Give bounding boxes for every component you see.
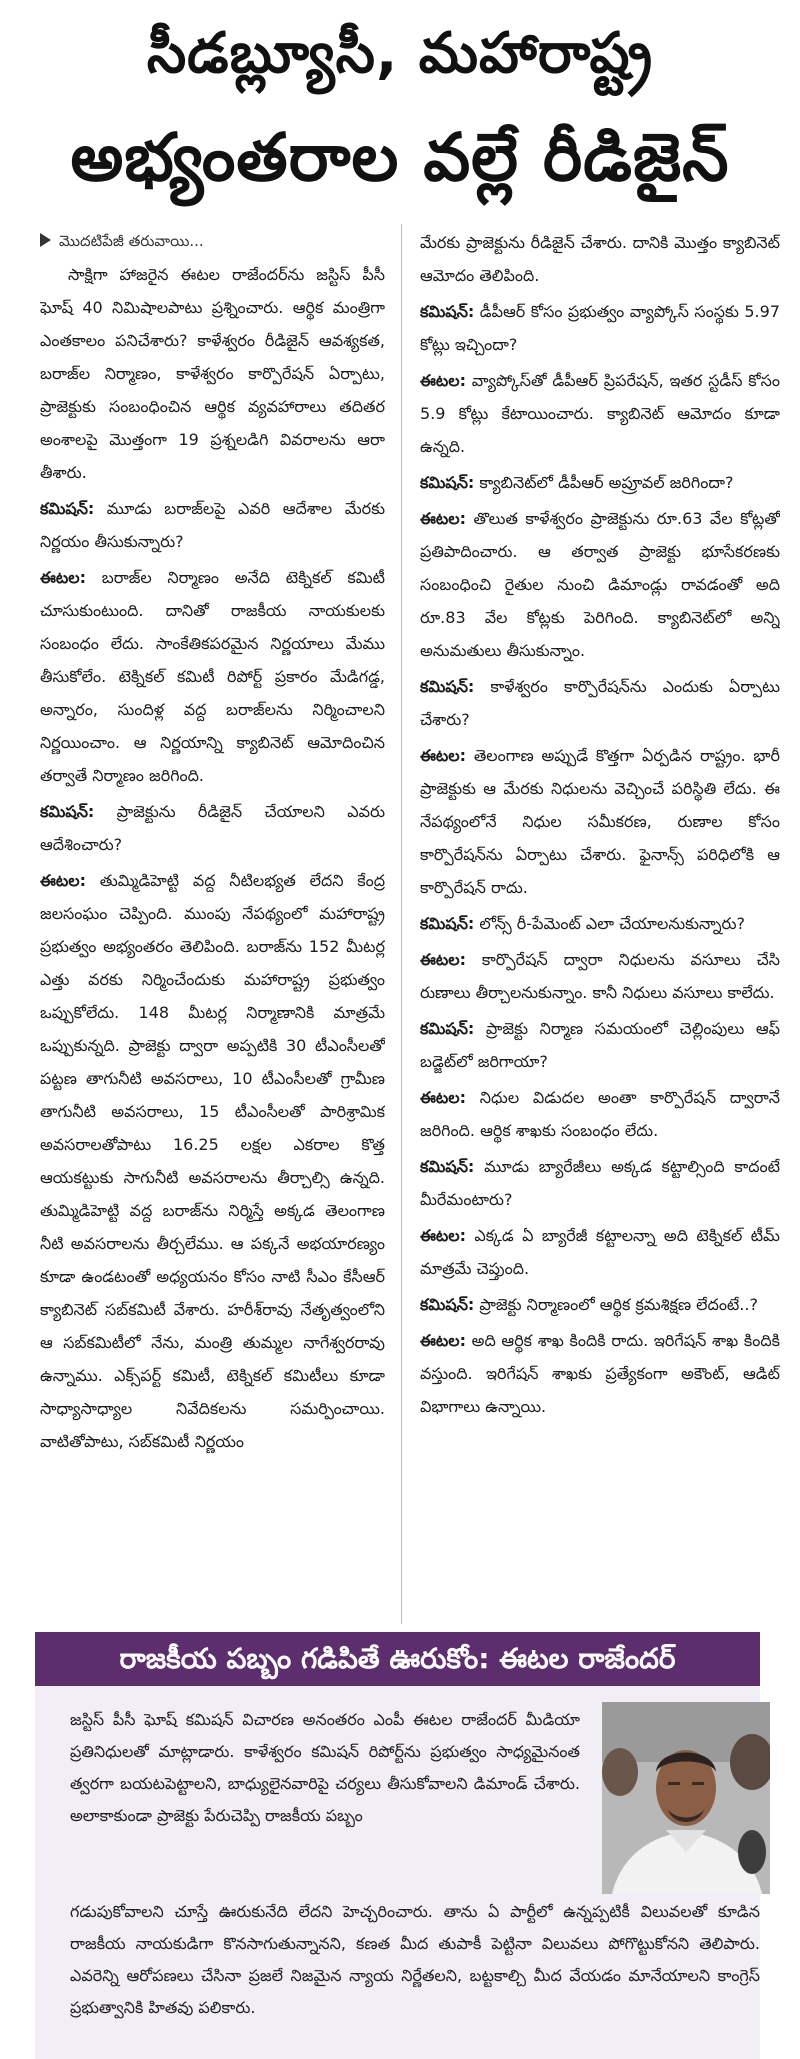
sidebar-story-text: జస్టిస్‌ పీసీ ఘోష్‌ కమిషన్‌ విచారణ అనంతరం ఎంపీ ఈటల రాజేందర్‌ మీడియా ప్రతినిధులతో మాట్లాడారు. కాళేశ్వరం కమిషన్‌ రిపోర్ట్‌ను ప్రభుత్వం సాధ్యమైనంత త్వరగా బయటపెట్టాలని, బాధ్యులైనవారిపై చర్యలు తీసుకోవాలని డిమాండ్‌ చేశారు. అలాకాకుండా ప్రాజెక్టు పేరుచెప్పి రాజకీయ పబ్బం (70, 1710, 580, 1825)
answer-text: తుమ్మిడిహెట్టి వద్ద నీటిలభ్యత లేదని కేంద్ర జలసంఘం చెప్పింది. ముంపు నేపథ్యంలో మహారాష్ట్ర ప్రభుత్వం అభ్యంతరం తెలిపింది. బరాజ్‌ను 152 మీటర్ల ఎత్తు వరకు నిర్మించేందుకు మహారాష్ట్ర ప్రభుత్వం ఒప్పుకోలేదు. 148 మీటర్ల నిర్మాణానికి మాత్రమే ఒప్పుకున్నది. ప్రాజెక్టు ద్వారా అప్పటికి 30 టీఎంసీలతో పట్టణ తాగునీటి అవసరాలు, 10 టీఎంసీలతో గ్రామీణ తాగునీటి అవసరాలు, 15 టీఎంసీలతో పారిశ్రామిక అవసరాలతోపాటు 16.25 లక్షల ఎకరాల కొత్త ఆయకట్టుకు సాగునీటి అవసరాలను తీర్చాల్సి ఉన్నది. తుమ్మిడిహెట్టి వద్ద బరాజ్‌ను నిర్మిస్తే అక్కడ తెలంగాణ నీటి అవసరాలను తీర్చలేము. ఆ పక్కనే అభయారణ్యం కూడా ఉండటంతో అధ్యయనం కోసం నాటి సీఎం కేసీఆర్‌ క్యాబినెట్‌ సబ్‌కమిటీ వేశారు. హరీశ్‌రావు నేతృత్వంలోని ఆ సబ్‌కమిటీలో నేను, మంత్రి తుమ్మల నాగేశ్వరరావు ఉన్నాము. ఎక్స్‌పర్ట్‌ కమిటీ, టెక్నికల్‌ కమిటీలు కూడా సాధ్యాసాధ్యాల నివేదికలను సమర్పించాయి. వాటితోపాటు, సబ్‌కమిటీ నిర్ణయం (40, 871, 385, 1451)
continued-label: మొదటిపేజీ తరువాయి... (59, 232, 204, 250)
answer-9 (420, 1324, 780, 1423)
answer-text: కార్పొరేషన్‌ ద్వారా నిధులను వసూలు చేసి రుణాలు తీర్చాలనుకున్నాం. కానీ నిధులు వసూలు కాలేదు. (420, 950, 780, 1002)
speaker-label: కమిషన్‌: (420, 1295, 475, 1314)
headline-line-1: సీడబ్ల్యూసీ, మహారాష్ట్ర (146, 21, 654, 86)
etela-rajender-photo (602, 1702, 770, 1894)
question-5 (420, 670, 780, 736)
intro-paragraph: సాక్షిగా హాజరైన ఈటల రాజేందర్‌ను జస్టిస్‌ పీసీ ఘోష్‌ 40 నిమిషాలపాటు ప్రశ్నించారు. ఆర్థిక మంత్రిగా ఎంతకాలం పనిచేశారు? కాళేశ్వరం రీడిజైన్‌ ఆవశ్యకత, బరాజ్‌ల నిర్మాణం, కాళేశ్వరం కార్పొరేషన్‌ ఏర్పాటు, ప్రాజెక్టుకు సంబంధించిన ఆర్థిక వ్యవహారాలు తదితర అంశాలపై మొత్తంగా 19 ప్రశ్నలడిగి వివరాలను ఆరా తీశారు. (40, 265, 385, 482)
answer-text: వ్యాప్కోస్‌తో డీపీఆర్‌ ప్రిపరేషన్‌, ఇతర స్టడీస్‌ కోసం 5.9 కోట్లు కేటాయించారు. క్యాబినెట్‌ ఆమోదం కూడా ఉన్నది. (420, 371, 780, 456)
answer-text: తొలుత కాళేశ్వరం ప్రాజెక్టును రూ.63 వేల కోట్లతో ప్రతిపాదించారు. ఆ తర్వాత ప్రాజెక్టు భూసేకరణకు సంబంధించి రైతుల నుంచి డిమాండ్లు రావడంతో అది రూ.83 వేల కోట్లకు పెరిగింది. క్యాబినెట్‌లో అన్ని అనుమతులు తీసుకున్నాం. (420, 509, 780, 660)
speaker-label: కమిషన్‌: (420, 1019, 475, 1038)
answer-text: తెలంగాణ అప్పుడే కొత్తగా ఏర్పడిన రాష్ట్రం. భారీ ప్రాజెక్టుకు ఆ మేరకు నిధులను వెచ్చించే పరిస్థితి లేదు. ఈ నేపథ్యంలోనే నిధుల సమీకరణ, రుణాల కోసం కార్పొరేషన్‌ను ఏర్పాటు చేశారు. ఫైనాన్స్‌ పరిధిలోకి ఆ కార్పొరేషన్‌ రాదు. (420, 746, 780, 897)
answer-2 (40, 864, 385, 1458)
speaker-label: ఈటల: (420, 371, 466, 390)
answer-text: బరాజ్‌ల నిర్మాణం అనేది టెక్నికల్‌ కమిటీ చూసుకుంటుంది. దానితో రాజకీయ నాయకులకు సంబంధం లేదు. సాంకేతికపరమైన నిర్ణయాలు మేము తీసుకోలేం. టెక్నికల్‌ కమిటీ రిపోర్ట్‌ ప్రకారం మేడిగడ్డ, అన్నారం, సుందిళ్ల వద్ద బరాజ్‌లను నిర్మించాలని నిర్ణయించాం. ఆ నిర్ణయాన్ని క్యాబినెట్‌ ఆమోదించిన తర్వాతే నిర్మాణం జరిగింది. (40, 568, 385, 785)
question-text: ప్రాజెక్టును రీడిజైన్‌ చేయాలని ఎవరు ఆదేశించారు? (40, 802, 385, 854)
speaker-label: ఈటల: (40, 568, 86, 587)
answer-8 (420, 1219, 780, 1285)
speaker-label: కమిషన్‌: (420, 677, 475, 696)
speaker-label: ఈటల: (40, 871, 86, 890)
question-1 (40, 492, 385, 558)
question-text: కాళేశ్వరం కార్పొరేషన్‌ను ఎందుకు ఏర్పాటు చేశారు? (420, 677, 780, 729)
question-9 (420, 1288, 780, 1321)
answer-text: నిధుల విడుదల అంతా కార్పొరేషన్‌ ద్వారానే జరిగింది. ఆర్థిక శాఖకు సంబంధం లేదు. (420, 1088, 780, 1140)
answer-6 (420, 943, 780, 1009)
question-text: లోన్స్‌ రీ-పేమెంట్‌ ఎలా చేయాలనుకున్నారు? (479, 914, 746, 933)
triangle-icon (40, 233, 51, 247)
question-4 (420, 466, 780, 499)
speaker-label: ఈటల: (420, 1331, 466, 1350)
question-text: ప్రాజెక్టు నిర్మాణ సమయంలో చెల్లింపులు ఆఫ్‌ బడ్జెట్‌లో జరిగాయా? (420, 1019, 780, 1071)
answer-text: అది ఆర్థిక శాఖ కిందికి రాదు. ఇరిగేషన్‌ శాఖ కిందికి వస్తుంది. ఇరిగేషన్‌ శాఖకు ప్రత్యేకంగా అకౌంట్‌, ఆడిట్‌ విభాగాలు ఉన్నాయి. (420, 1331, 780, 1416)
speaker-label: కమిషన్‌: (420, 473, 475, 492)
speaker-label: ఈటల: (420, 746, 466, 765)
speaker-label: కమిషన్‌: (40, 802, 95, 821)
speaker-label: ఈటల: (420, 1226, 466, 1245)
speaker-label: కమిషన్‌: (420, 1157, 475, 1176)
answer-text: ఎక్కడ ఏ బ్యారేజీ కట్టాలన్నా అది టెక్నికల్‌ టీమ్‌ మాత్రమే చెప్తుంది. (420, 1226, 780, 1278)
question-8 (420, 1150, 780, 1216)
continued-paragraph: మేరకు ప్రాజెక్టును రీడిజైన్‌ చేశారు. దానికి మొత్తం క్యాబినెట్‌ ఆమోదం తెలిపింది. (420, 233, 780, 285)
question-text: డీపీఆర్‌ కోసం ప్రభుత్వం వ్యాప్కోస్‌ సంస్థకు 5.97 కోట్లు ఇచ్చిందా? (420, 302, 780, 354)
speaker-label: కమిషన్‌: (40, 499, 95, 518)
sidebar-story-box (35, 1632, 760, 2059)
answer-4 (420, 502, 780, 667)
speaker-label: కమిషన్‌: (420, 302, 475, 321)
answer-7 (420, 1081, 780, 1147)
question-text: మూడు బరాజ్‌లపై ఎవరి ఆదేశాల మేరకు నిర్ణయం తీసుకున్నారు? (40, 499, 385, 551)
answer-5 (420, 739, 780, 904)
continued-marker (40, 226, 385, 256)
answer-1 (40, 561, 385, 792)
headline (0, 0, 800, 220)
right-column (420, 226, 780, 1621)
speaker-label: ఈటల: (420, 509, 466, 528)
answer-3 (420, 364, 780, 463)
sidebar-story-text-continued: గడుపుకోవాలని చూస్తే ఊరుకునేది లేదని హెచ్చరించారు. తాను ఏ పార్టీలో ఉన్నప్పటికీ విలువలతో కూడిన రాజకీయ నాయకుడిగా కొనసాగుతున్నానని, కణత మీద తుపాకీ పెట్టినా విలువలు పోగొట్టుకోనని తెలిపారు. ఎవరెన్ని ఆరోపణలు చేసినా ప్రజలే నిజమైన న్యాయ నిర్ణేతలని, బట్టకాల్చి మీద వేయడం మానేయాలని కాంగ్రెస్‌ ప్రభుత్వానికి హితవు పలికారు. (70, 1902, 760, 2017)
column-divider (401, 224, 402, 1624)
left-column (40, 226, 385, 1621)
question-7 (420, 1012, 780, 1078)
question-text: మూడు బ్యారేజీలు అక్కడ కట్టాల్సింది కాదంటే మీరేమంటారు? (420, 1157, 780, 1209)
speaker-label: కమిషన్‌: (420, 914, 475, 933)
question-text: ప్రాజెక్టు నిర్మాణంలో ఆర్థిక క్రమశిక్షణ లేదంటే..? (479, 1295, 758, 1314)
question-text: క్యాబినెట్‌లో డీపీఆర్‌ అప్రూవల్‌ జరిగిందా? (479, 473, 734, 492)
question-6 (420, 907, 780, 940)
speaker-label: ఈటల: (420, 1088, 466, 1107)
speaker-label: ఈటల: (420, 950, 466, 969)
question-3 (420, 295, 780, 361)
sidebar-story-headline: రాజకీయ పబ్బం గడిపితే ఊరుకోం: ఈటల రాజేందర్‌ (35, 1632, 760, 1686)
question-2 (40, 795, 385, 861)
headline-line-2: అభ్యంతరాల వల్లే రీడిజైన్ (70, 119, 730, 196)
